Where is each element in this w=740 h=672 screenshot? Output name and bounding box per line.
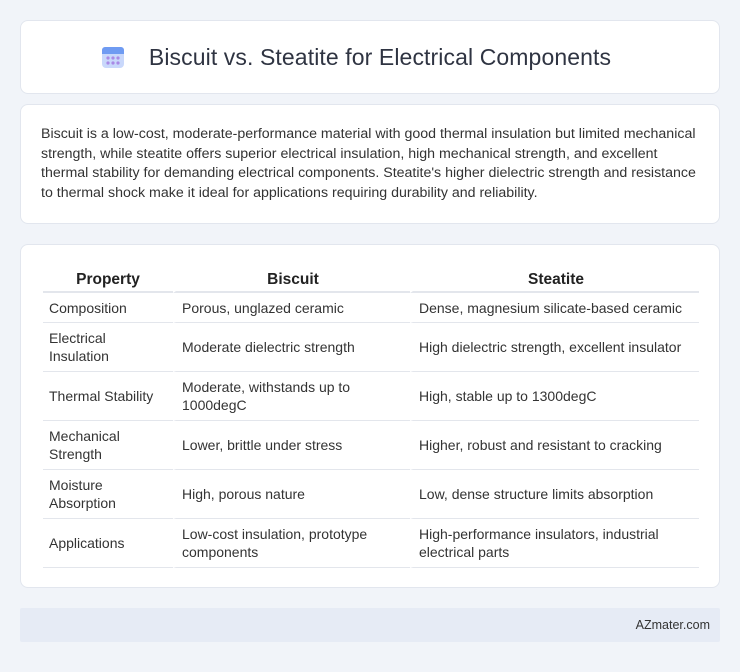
page-title: Biscuit vs. Steatite for Electrical Components xyxy=(148,43,612,70)
row-property: Applications xyxy=(43,519,173,568)
title-card xyxy=(20,20,720,94)
row-property: Composition xyxy=(43,293,173,323)
row-biscuit-value: Low-cost insulation, prototype components xyxy=(173,519,410,568)
row-steatite-value: Low, dense structure limits absorption xyxy=(410,470,699,519)
header-property: Property xyxy=(43,265,173,293)
table-row xyxy=(43,519,699,568)
header-steatite: Steatite xyxy=(410,265,699,293)
row-property: Mechanical Strength xyxy=(43,421,173,470)
table-row xyxy=(43,293,699,323)
row-steatite-value: High-performance insulators, industrial electrical parts xyxy=(410,519,699,568)
summary-card xyxy=(20,104,720,224)
row-steatite-value: Higher, robust and resistant to cracking xyxy=(410,421,699,470)
comparison-table xyxy=(43,265,699,568)
row-steatite-value: High, stable up to 1300degC xyxy=(410,372,699,421)
row-property: Thermal Stability xyxy=(43,372,173,421)
table-row xyxy=(43,421,699,470)
table-row xyxy=(43,470,699,519)
row-biscuit-value: Moderate, withstands up to 1000degC xyxy=(173,372,410,421)
comparison-table-card xyxy=(20,244,720,588)
footer xyxy=(20,608,720,642)
row-biscuit-value: Moderate dielectric strength xyxy=(173,323,410,372)
row-steatite-value: Dense, magnesium silicate-based ceramic xyxy=(410,293,699,323)
header-biscuit: Biscuit xyxy=(173,265,410,293)
row-steatite-value: High dielectric strength, excellent insulator xyxy=(410,323,699,372)
footer-brand-link[interactable]: AZmater.com xyxy=(635,618,710,632)
summary-text: Biscuit is a low-cost, moderate-performance material with good thermal insulation but limited mechanical strength, while steatite offers superior electrical insulation, high mechanical strength, and excellent thermal stability for demanding electrical components. Steatite's higher dielectric strength and resistance to thermal shock make it ideal for applications requiring durability and reliability. xyxy=(41,126,696,201)
row-property: Electrical Insulation xyxy=(43,323,173,372)
row-biscuit-value: Porous, unglazed ceramic xyxy=(173,293,410,323)
table-row xyxy=(43,323,699,372)
table-row xyxy=(43,372,699,421)
row-biscuit-value: High, porous nature xyxy=(173,470,410,519)
row-biscuit-value: Lower, brittle under stress xyxy=(173,421,410,470)
table-header-row xyxy=(43,265,699,293)
row-property: Moisture Absorption xyxy=(43,470,173,519)
calendar-grid-icon xyxy=(99,43,127,71)
